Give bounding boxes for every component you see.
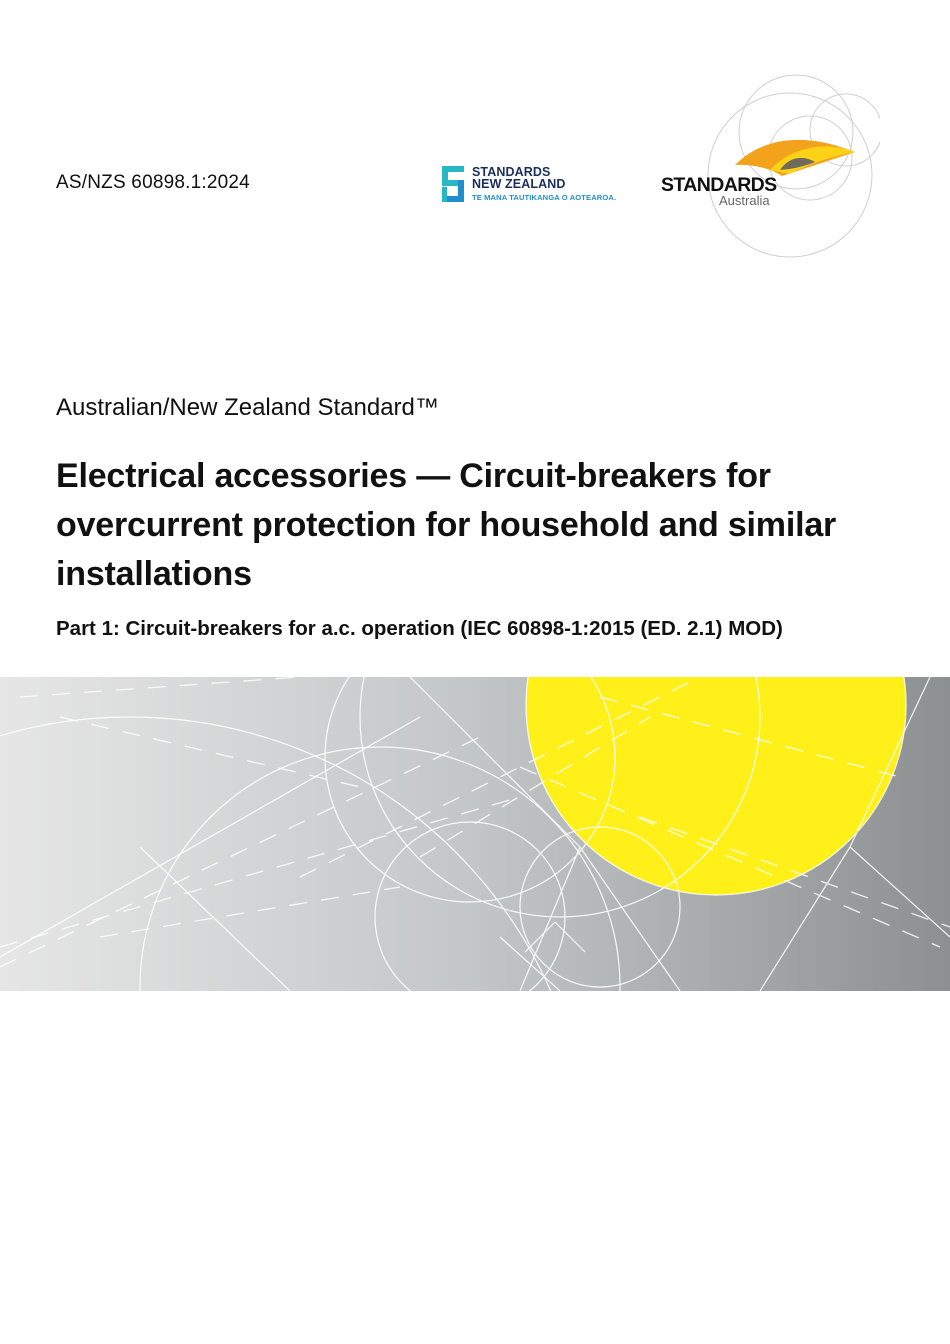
standards-nz-mark-icon (442, 166, 464, 202)
document-code: AS/NZS 60898.1:2024 (56, 172, 250, 193)
document-title: Electrical accessories — Circuit-breakers for overcurrent protection for household and similar installations (56, 457, 837, 593)
part-title: Part 1: Circuit-breakers for a.c. operation (IEC 60898-1:2015 (ED. 2.1) MOD) (56, 617, 783, 640)
standards-australia-title: STANDARDS (661, 174, 777, 196)
standards-nz-logo (442, 166, 622, 206)
snz-logo-line1: STANDARDS (472, 165, 551, 179)
snz-logo-line2: NEW ZEALAND (472, 177, 566, 191)
cover-banner-graphic (0, 677, 950, 991)
standards-australia-subtitle: Australia (719, 193, 770, 208)
snz-logo-tagline: TE MANA TAUTIKANGA O AOTEAROA. (472, 193, 617, 202)
standard-type: Australian/New Zealand Standard™ (56, 394, 439, 421)
